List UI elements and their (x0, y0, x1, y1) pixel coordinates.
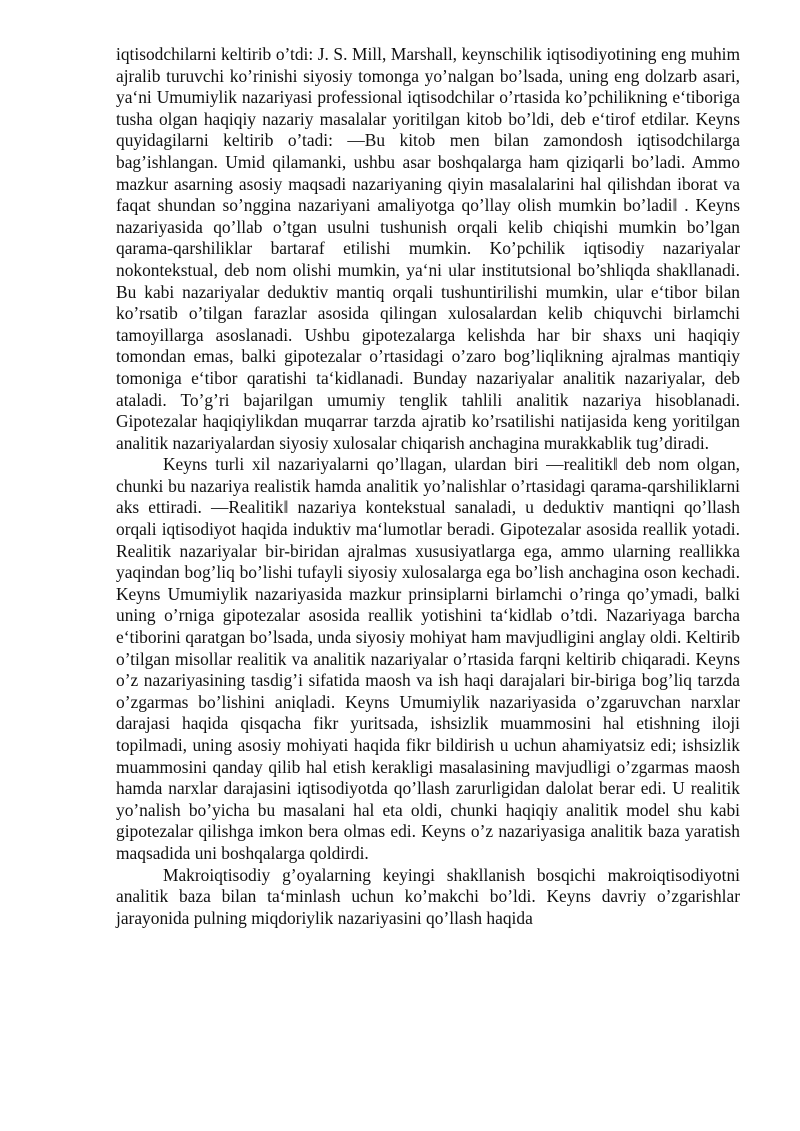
paragraph-1: iqtisodchilarni keltirib o’tdi: J. S. Mill, Marshall, keynschilik iqtisodiyotining eng muhim ajralib turuvchi ko’rinishi siyosiy tomonga yo’nalgan bo’lsada, uning eng dolzarb asari, ya‘ni Umumiylik nazariyasi professional iqtisodchilar o’rtasida ko’pchilikning e‘tiboriga tusha olgan haqiqiy nazariy masalalar yoritilgan kitob bo’ldi, deb e‘tirof etdilar. Keyns quyidagilarni keltirib o’tadi: ―Bu kitob men bilan zamondosh iqtisodchilarga bag’ishlangan. Umid qilamanki, ushbu asar boshqalarga ham qiziqarli bo’ladi. Ammo mazkur asarning asosiy maqsadi nazariyaning qiyin masalalarini hal qilishdan iborat va faqat shundan so’nggina nazariyani amaliyotga qo’llay olish mumkin bo’ladi‖ . Keyns nazariyasida qo’llab o’tgan usulni tushunish orqali kelib chiqishi mumkin bo’lgan qarama-qarshiliklar bartaraf etilishi mumkin. Ko’pchilik iqtisodiy nazariyalar nokontekstual, deb nom olishi mumkin, ya‘ni ular institutsional bo’shliqda shakllanadi. Bu kabi nazariyalar deduktiv mantiq orqali tushuntirilishi mumkin, ular e‘tibor bilan ko’rsatib o’tilgan farazlar asosida qilingan xulosalardan kelib chiquvchi birlamchi tamoyillarga asoslanadi. Ushbu gipotezalarga kelishda har bir shaxs uni haqiqiy tomondan emas, balki gipotezalar o’rtasidagi o’zaro bog’liqlikning ajralmas mantiqiy tomoniga e‘tibor qaratishi ta‘kidlanadi. Bunday nazariyalar analitik nazariyalar, deb ataladi. To’g’ri bajarilgan umumiy tenglik tahlili analitik nazariya hisoblanadi. Gipotezalar haqiqiylikdan muqarrar tarzda ajratib ko’rsatilishi natijasida keng yoritilgan analitik nazariyalardan siyosiy xulosalar chiqarish anchagina murakkablik tug’diradi. (116, 44, 740, 453)
paragraph-3: Makroiqtisodiy g’oyalarning keyingi shakllanish bosqichi makroiqtisodiyotni analitik baza bilan ta‘minlash uchun ko’makchi bo’ldi. Keyns davriy o’zgarishlar jarayonida pulning miqdoriylik nazariyasini qo’llash haqida (116, 864, 740, 928)
paragraph-2: Keyns turli xil nazariyalarni qo’llagan, ulardan biri ―realitik‖ deb nom olgan, chunki bu nazariya realistik hamda analitik yo’nalishlar o’rtasidagi qarama-qarshiliklarni aks ettiradi. ―Realitik‖ nazariya kontekstual sanaladi, u deduktiv mantiqni qo’llash orqali iqtisodiyot haqida induktiv ma‘lumotlar beradi. Gipotezalar asosida reallik yotadi. Realitik nazariyalar bir-biridan ajralmas xususiyatlarga ega, ammo ularning reallikka yaqindan bog’liq bo’lishi tufayli siyosiy xulosalarga ega bo’lish anchagina oson kechadi. Keyns Umumiylik nazariyasida mazkur prinsiplarni birlamchi o’ringa qo’ymadi, balki uning o’rniga gipotezalar asosida reallik yotishini ta‘kidlab o’tdi. Nazariyaga barcha e‘tiborini qaratgan bo’lsada, unda siyosiy mohiyat ham mavjudligini anglay oldi. Keltirib o’tilgan misollar realitik va analitik nazariyalar o’rtasida farqni keltirib chiqaradi. Keyns o’z nazariyasining tasdig’i sifatida maosh va ish haqi darajalari bir-biriga bog’liq tarzda o’zgarmas bo’lishini aniqladi. Keyns Umumiylik nazariyasida o’zgaruvchan narxlar darajasi haqida qisqacha fikr yuritsada, ishsizlik muammosini hal etishning iloji topilmadi, uning asosiy mohiyati haqida fikr bildirish u uchun ahamiyatsiz edi; ishsizlik muammosini qanday qilib hal etish kerakligi masalasining mavjudligi o’zgarmas maosh hamda narxlar darajasini iqtisodiyotda qo’llash zarurligidan dalolat berar edi. U realitik yo’nalish bo’yicha bu masalani hal eta oldi, chunki haqiqiy analitik model shu kabi gipotezalar qilishga imkon bera olmas edi. Keyns o’z nazariyasiga analitik baza yaratish maqsadida uni boshqalarga qoldirdi. (116, 454, 740, 863)
